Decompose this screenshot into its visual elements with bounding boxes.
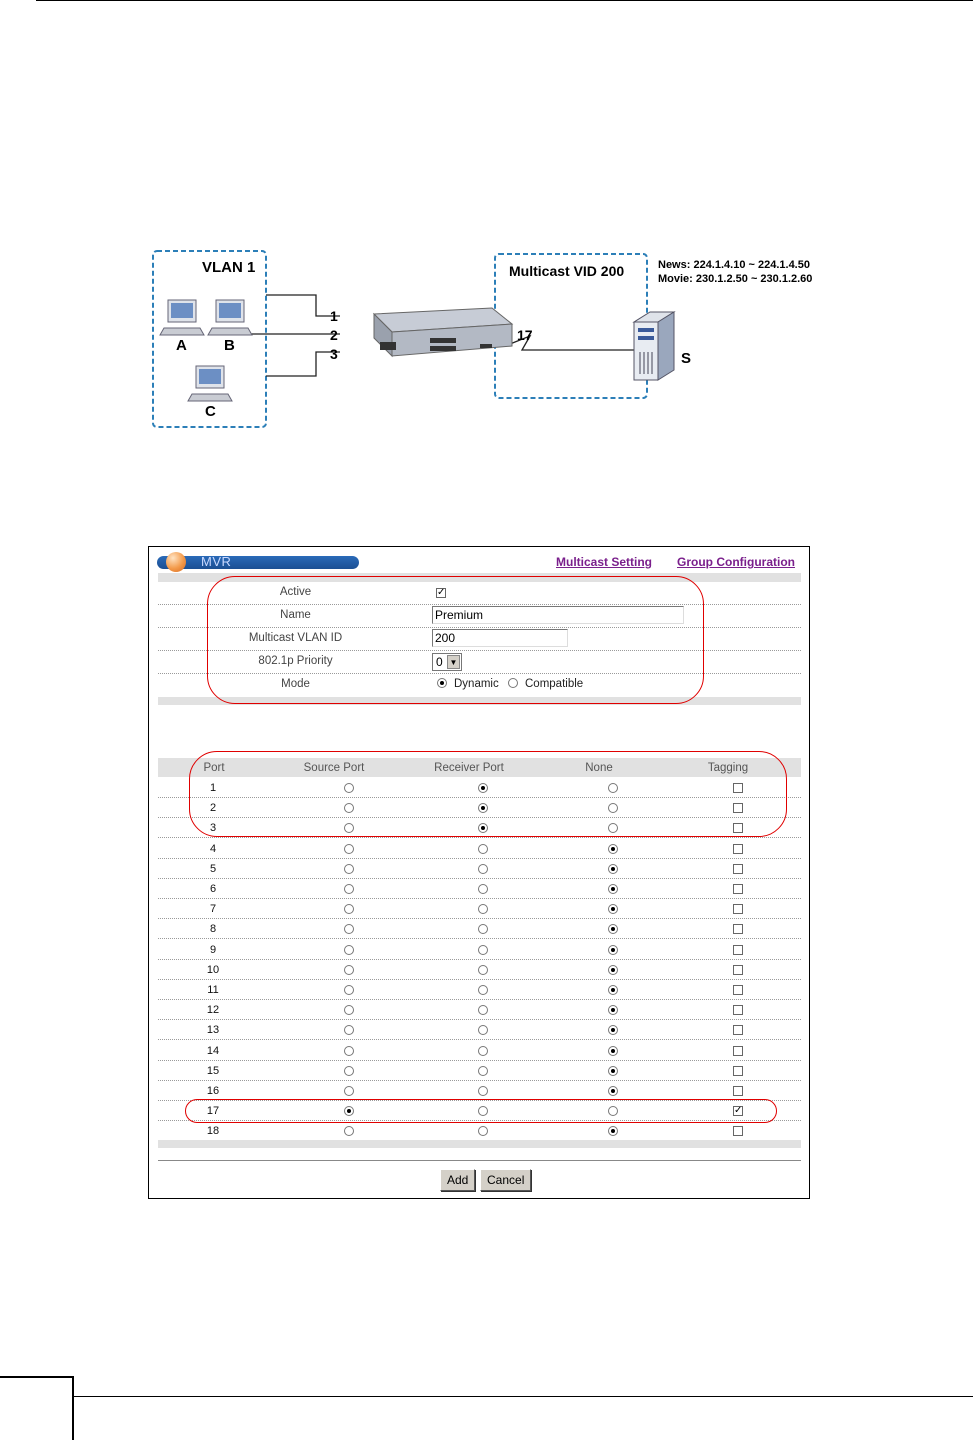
none-port-radio[interactable]	[608, 904, 618, 914]
none-port-radio[interactable]	[608, 1086, 618, 1096]
none-port-radio[interactable]	[608, 965, 618, 975]
host-b-label: B	[224, 337, 235, 354]
priority-label: 802.1p Priority	[258, 655, 333, 667]
source-port-radio[interactable]	[344, 904, 354, 914]
tagging-checkbox[interactable]	[733, 904, 743, 914]
none-port-radio[interactable]	[608, 884, 618, 894]
table-row	[158, 980, 801, 1000]
highlight-port-17	[185, 1099, 777, 1123]
source-port-radio[interactable]	[344, 884, 354, 894]
table-row	[158, 859, 801, 879]
port-number: 14	[206, 1044, 220, 1057]
receiver-port-radio[interactable]	[478, 924, 488, 934]
vlan-label: Multicast VLAN ID	[248, 632, 343, 644]
tagging-checkbox[interactable]	[733, 924, 743, 934]
none-port-radio[interactable]	[608, 864, 618, 874]
table-row	[158, 1041, 801, 1061]
source-port-radio[interactable]	[344, 1025, 354, 1035]
receiver-port-radio[interactable]	[478, 1046, 488, 1056]
receiver-port-radio[interactable]	[478, 904, 488, 914]
page-top-rule	[36, 0, 973, 1]
receiver-port-radio[interactable]	[478, 1025, 488, 1035]
source-port-radio[interactable]	[344, 965, 354, 975]
tagging-checkbox[interactable]	[733, 1066, 743, 1076]
computer-c-icon	[188, 366, 232, 401]
port-number: 4	[209, 842, 217, 855]
source-port-radio[interactable]	[344, 945, 354, 955]
table-row	[158, 899, 801, 919]
col-source-port: Source Port	[303, 762, 365, 774]
mode-label: Mode	[281, 678, 310, 690]
table-row	[158, 1061, 801, 1081]
highlight-ports-1-3	[189, 751, 787, 837]
col-port: Port	[203, 762, 225, 774]
tagging-checkbox[interactable]	[733, 1086, 743, 1096]
port-number: 1	[209, 782, 217, 794]
port-number: 13	[206, 1024, 220, 1037]
active-label: Active	[279, 586, 312, 598]
port-number: 15	[206, 1064, 220, 1077]
port-number: 7	[209, 903, 217, 916]
none-port-radio[interactable]	[608, 1126, 618, 1136]
source-port-radio[interactable]	[344, 864, 354, 874]
none-port-radio[interactable]	[608, 945, 618, 955]
tagging-checkbox[interactable]	[733, 985, 743, 995]
receiver-port-radio[interactable]	[478, 985, 488, 995]
port-number: 2	[209, 802, 217, 815]
movie-range: Movie: 230.1.2.50 ~ 230.1.2.60	[658, 273, 813, 285]
none-port-radio[interactable]	[608, 1066, 618, 1076]
receiver-port-radio[interactable]	[478, 1126, 488, 1136]
cancel-button[interactable]: Cancel	[480, 1169, 531, 1191]
col-receiver-port: Receiver Port	[434, 762, 504, 774]
table-row	[158, 1121, 801, 1141]
multicast-label: Multicast VID 200	[509, 263, 625, 279]
port-1-label: 1	[330, 308, 338, 324]
table-row	[158, 960, 801, 980]
receiver-port-radio[interactable]	[478, 945, 488, 955]
port-number: 8	[209, 923, 217, 936]
priority-value: 0	[436, 655, 443, 669]
port-number: 5	[209, 862, 217, 875]
network-diagram	[150, 248, 830, 432]
receiver-port-radio[interactable]	[478, 864, 488, 874]
none-port-radio[interactable]	[608, 985, 618, 995]
tagging-checkbox[interactable]	[733, 864, 743, 874]
none-port-radio[interactable]	[608, 1046, 618, 1056]
tagging-checkbox[interactable]	[733, 1046, 743, 1056]
news-range: News: 224.1.4.10 ~ 224.1.4.50	[658, 259, 810, 271]
name-label: Name	[280, 609, 311, 621]
port-number: 10	[206, 963, 220, 976]
tagging-checkbox[interactable]	[733, 1005, 743, 1015]
col-none: None	[585, 762, 613, 774]
tagging-checkbox[interactable]: ✓	[734, 1105, 743, 1117]
mvr-panel	[148, 546, 810, 1199]
highlight-settings	[207, 576, 704, 704]
source-port-radio[interactable]	[344, 924, 354, 934]
tagging-checkbox[interactable]	[733, 1025, 743, 1035]
mode-compatible-label: Compatible	[525, 678, 584, 690]
source-port-radio[interactable]	[344, 1086, 354, 1096]
receiver-port-radio[interactable]	[478, 884, 488, 894]
source-port-radio[interactable]	[344, 1046, 354, 1056]
receiver-port-radio[interactable]	[478, 1086, 488, 1096]
receiver-port-radio[interactable]	[478, 844, 488, 854]
title-orb-icon	[166, 552, 186, 572]
computer-a-icon	[160, 300, 204, 335]
port-3-label: 3	[330, 346, 338, 362]
button-separator	[158, 1160, 801, 1161]
table-row	[158, 1081, 801, 1101]
computer-b-icon	[208, 300, 252, 335]
tagging-checkbox[interactable]	[733, 884, 743, 894]
port-number: 16	[206, 1085, 220, 1097]
receiver-port-radio[interactable]	[478, 1005, 488, 1015]
source-port-radio[interactable]	[344, 1066, 354, 1076]
server-label: S	[681, 350, 692, 367]
source-port-radio[interactable]	[344, 1126, 354, 1136]
multicast-setting-link[interactable]: Multicast Setting	[556, 555, 653, 569]
page-bottom-rule	[74, 1396, 973, 1397]
add-button[interactable]: Add	[440, 1169, 475, 1191]
table-row	[158, 1020, 801, 1040]
port-number: 17	[206, 1105, 220, 1118]
port-2-label: 2	[330, 327, 338, 343]
table-row	[158, 839, 801, 859]
mode-dynamic-label: Dynamic	[454, 678, 499, 690]
vlan-label: VLAN 1	[202, 259, 256, 276]
source-port-radio[interactable]	[344, 1005, 354, 1015]
tagging-checkbox[interactable]	[733, 844, 743, 854]
tagging-checkbox[interactable]	[733, 945, 743, 955]
col-tagging: Tagging	[707, 762, 749, 774]
server-s-icon	[634, 312, 674, 380]
host-a-label: A	[176, 337, 187, 354]
receiver-port-radio[interactable]	[478, 1066, 488, 1076]
table-row	[158, 1000, 801, 1020]
table-row	[158, 940, 801, 960]
table-row	[158, 879, 801, 899]
chevron-down-icon[interactable]: ▼	[447, 655, 460, 669]
source-port-radio[interactable]	[344, 985, 354, 995]
none-port-radio[interactable]	[608, 924, 618, 934]
receiver-port-radio[interactable]	[478, 965, 488, 975]
none-port-radio[interactable]	[608, 1025, 618, 1035]
table-row	[158, 919, 801, 939]
tagging-checkbox[interactable]	[733, 965, 743, 975]
tagging-checkbox[interactable]	[733, 1126, 743, 1136]
page-number-box	[0, 1376, 74, 1440]
port-number: 18	[206, 1125, 220, 1138]
port-number: 9	[209, 943, 217, 956]
source-port-radio[interactable]	[344, 844, 354, 854]
port-number: 6	[209, 883, 217, 895]
active-checkbox[interactable]: ✓	[437, 587, 446, 598]
panel-title: MVR	[201, 554, 232, 569]
title-bar	[157, 556, 359, 569]
none-port-radio[interactable]	[608, 1005, 618, 1015]
group-configuration-link[interactable]: Group Configuration	[677, 555, 795, 569]
table-bottom-band	[158, 1140, 801, 1148]
none-port-radio[interactable]	[608, 844, 618, 854]
port-17-label: 17	[517, 327, 533, 343]
host-c-label: C	[205, 403, 216, 420]
port-number: 12	[206, 1004, 220, 1017]
port-number: 11	[207, 984, 219, 996]
port-number: 3	[209, 822, 217, 835]
